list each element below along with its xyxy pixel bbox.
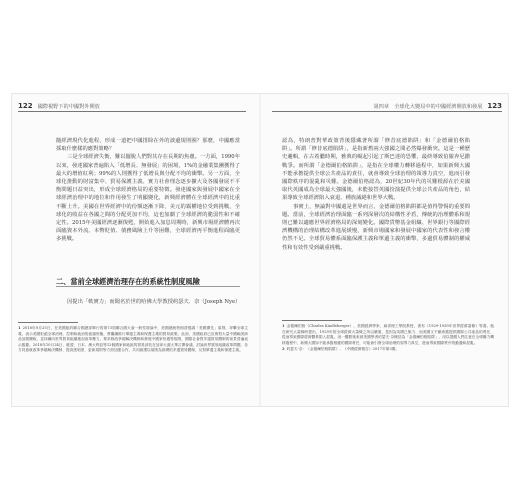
body-paragraph: 三是全球經濟失衡，難以擺脫人們對其存在長期的焦慮。一方面，1990年以來，發達國家普遍陷入「低增長、無發展」的困境，1%的金融業集團獲得了最大的增值紅利；99%的人則獲得了低增長與分配不均的衝擊。另一方面，全球化推動的財富集中、貿易保護主義、實力社會理念逐步擴大及各國發展不平衡問題日益突出，形成全球經濟格局的重要特徵。發達國家與發展中國家在全球經濟治理中的地位和作用發生了明顯變化，新興經濟體在全球經濟中的比重不斷上升。美國在世界經濟中的份額逐漸下降，美元的霸權地位受到挑戰，全球化的收益在各國之間的分配更加不均，這也加劇了全球經濟的脆弱性和不確定性。2015年美國經濟逐漸復甦，開始進入加息周期時，新興市場經濟體再次面臨資本外流、本幣貶值、債務風險上升等困難，全球經濟再平衡進程面臨更多挑戰。 <box>56 154 240 243</box>
footnote-number: 1 <box>18 326 21 330</box>
right-footnotes <box>282 324 494 354</box>
left-footnotes <box>18 326 248 355</box>
left-running-head <box>18 102 100 110</box>
body-paragraph: 隨經濟現代化進程，形成一道把中國排除在外的談邊規則圈？那麼，中國應當採取什麼樣的應對策略？ <box>56 138 240 153</box>
footnote-text: 約瑟夫·奈：《金德爾伯格陷阱》，《中國經濟報告》2017年第3期。 <box>286 347 400 352</box>
left-page <box>12 94 260 406</box>
body-paragraph: 事實上，無論對中國還是世界而言，金德爾伯格陷阱都是值得警惕的重要問題。當前，全球經濟治理面臨一系列深層次的結構性矛盾，傳統的治理體系和規則已難以適應世界經濟格局的深刻變化。國際貨幣基金組織、世界銀行等國際經濟機構的治理結構改革進展緩慢，新興市場國家和發展中國家的代表性和發言權仍然不足。全球貿易體系面臨保護主義和單邊主義的衝擊，多邊貿易體制的權威性和有效性受到嚴重挑戰。 <box>282 203 470 251</box>
footnote-number: 2 <box>282 347 285 352</box>
left-body-text <box>56 137 240 244</box>
section-intro <box>56 298 240 306</box>
footnote-text: 2018年9月25日，在美國紐約聯合國總部舉行的第73屆聯合國大會一般性辯論中，美國總統特朗普強調「美國優先」原則，抨擊全球主義，表示美國拒絕全球治理、控制和統治的意識形態，將繼續推行單邊主義和保護主義的貿易政策。此前，美國政府已宣佈對大量中國輸美商品加徵關稅，並持續向世界貿易組織施加改革壓力，要求修改爭端解決機制和發展中國家待遇等規則，國際社會對多邊貿易體制的前景普遍表示擔憂。2018年10月24日，歐盟、日本、澳大利亞等12個國家和地區的貿易部長在加拿大渥太華召開會議，討論世界貿易組織改革問題，各方同意就改革爭端解決機制、提高透明度、更新規則等方面加強合作，共同維護以規則為基礎的多邊貿易體制，反對單邊主義和保護主義。 <box>18 326 248 353</box>
right-body-text <box>282 137 470 252</box>
body-paragraph: 因提出「軟實力」而聞名於世的哈佛大學教授約瑟夫．奈（Joseph Nye） <box>67 299 241 305</box>
book-spread <box>12 94 508 406</box>
footnote <box>282 347 494 353</box>
left-footnote-rule <box>18 322 78 323</box>
left-page-number: 122 <box>18 102 33 110</box>
section-heading: 二、當前全球經濟治理存在的系統性制度風險 <box>56 277 200 286</box>
left-header-rule <box>18 111 246 112</box>
section-divider <box>56 286 240 287</box>
footnote-number: 1 <box>282 324 285 328</box>
right-page <box>260 94 508 406</box>
footnote-text: 金德爾伯格（Charles Kindleberger），美國經濟學家，麻省理工學院教授，著有《1929-1939年世界經濟蕭條》等書。他在研究大蕭條時提出，1929年的全球經濟大蕭條之所以嚴重，是因為英國已無力、而美國又不願承擔提供國際公共產品的責任，從而導致國際經濟體系陷入混亂。這一觀點後來被美國學者約瑟夫·奈概括為「金德爾伯格陷阱」，用以提醒人們注意在全球權力轉移過程中，新興大國如不能承擔相應的國際責任，可能會引發全球治理的領導力真空，進而導致國際秩序的動盪和混亂。 <box>282 324 494 345</box>
footnote <box>282 324 494 346</box>
right-running-head <box>373 102 502 110</box>
right-header-rule <box>272 111 502 112</box>
right-chapter-title: 第四章 全球化大變局中的中國經濟開放和發展 <box>373 104 483 110</box>
body-paragraph: 認為，特朗普對華政策背後隱藏著所謂「修昔底德陷阱」和「金德爾伯格陷阱」。所謂「修昔底德陷阱」，是指新舊兩大強國之間必然爆發衝突。這是一種歷史邏輯，在古希臘時期，雅典的崛起引起了斯巴達的恐懼，最終導致伯羅奔尼撒戰爭。而所謂「金德爾伯格陷阱」，是指在全球權力轉移過程中，如果新興大國不能承擔提供全球公共產品的責任，就會導致全球治理的領導力真空，進而引發國際秩序的混亂和災難。金德爾伯格認為，20世紀30年代的災難根源在於美國取代英國成為全球最大強國後，未能接替英國扮演提供全球公共產品的角色，結果導致全球經濟陷入衰退、種族滅絕和世界大戰。 <box>282 138 470 202</box>
left-book-title: 國際視野下的中國對外開放 <box>37 104 100 110</box>
right-page-number: 123 <box>487 102 502 110</box>
footnote <box>18 326 248 354</box>
right-footnote-rule <box>282 320 342 321</box>
